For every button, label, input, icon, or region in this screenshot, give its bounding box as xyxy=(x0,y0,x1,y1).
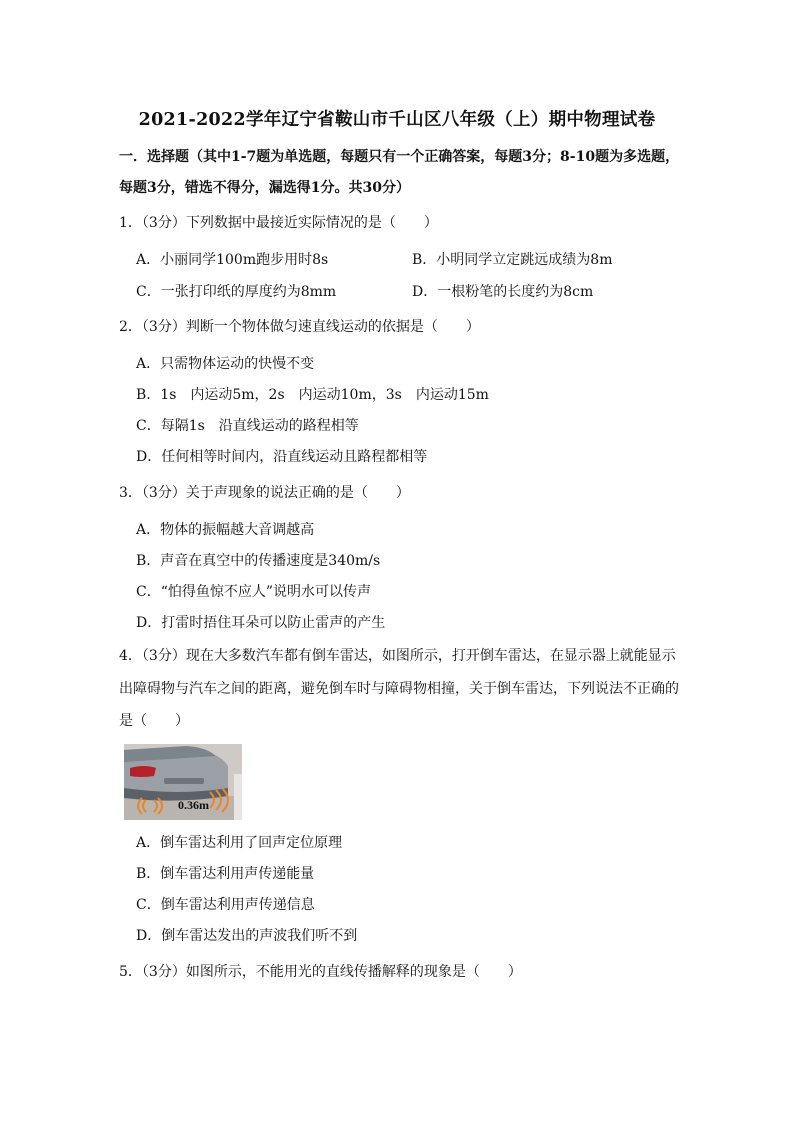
question-2-option-c: C．每隔1s 沿直线运动的路程相等 xyxy=(136,418,359,434)
question-1-option-a: A．小丽同学100m跑步用时8s xyxy=(136,252,329,268)
question-3-stem: 3．（3分）关于声现象的说法正确的是（ ） xyxy=(119,485,410,501)
question-4-stem-line3: 是（ ） xyxy=(119,713,189,729)
question-5-stem: 5．（3分）如图所示，不能用光的直线传播解释的现象是（ ） xyxy=(119,964,522,980)
question-2-option-a: A．只需物体运动的快慢不变 xyxy=(136,356,315,372)
reverse-radar-figure xyxy=(124,744,242,820)
question-4-option-c: C．倒车雷达利用声传递信息 xyxy=(136,897,315,913)
question-4-option-d: D．倒车雷达发出的声波我们听不到 xyxy=(136,928,358,944)
question-2-option-d: D．任何相等时间内，沿直线运动且路程都相等 xyxy=(136,449,428,465)
question-4-option-b: B．倒车雷达利用声传递能量 xyxy=(136,866,315,882)
section-heading-line1: 一．选择题（其中1-7题为单选题，每题只有一个正确答案，每题3分；8-10题为多选题， xyxy=(119,149,680,165)
question-1-option-d: D．一根粉笔的长度约为8cm xyxy=(412,284,594,300)
question-1-option-b: B．小明同学立定跳远成绩为8m xyxy=(412,252,613,268)
question-4-stem-line2: 出障碍物与汽车之间的距离，避免倒车时与障碍物相撞，关于倒车雷达，下列说法不正确的 xyxy=(119,681,679,697)
question-1-stem: 1．（3分）下列数据中最接近实际情况的是（ ） xyxy=(119,215,438,231)
question-4-stem-line1: 4．（3分）现在大多数汽车都有倒车雷达，如图所示，打开倒车雷达，在显示器上就能显示 xyxy=(119,648,676,664)
question-3-option-c: C．“怕得鱼惊不应人”说明水可以传声 xyxy=(136,584,372,600)
figure-distance-label: 0.36m xyxy=(178,798,209,812)
page-title: 2021-2022学年辽宁省鞍山市千山区八年级（上）期中物理试卷 xyxy=(138,110,656,130)
question-4-option-a: A．倒车雷达利用了回声定位原理 xyxy=(136,835,343,851)
question-1-option-c: C．一张打印纸的厚度约为8mm xyxy=(136,284,337,300)
question-2-stem: 2．（3分）判断一个物体做匀速直线运动的依据是（ ） xyxy=(119,319,480,335)
question-3-option-b: B．声音在真空中的传播速度是340m/s xyxy=(136,553,381,569)
question-3-option-d: D．打雷时捂住耳朵可以防止雷声的产生 xyxy=(136,615,386,631)
section-heading-line2: 每题3分，错选不得分，漏选得1分。共30分） xyxy=(119,180,410,196)
question-3-option-a: A．物体的振幅越大音调越高 xyxy=(136,522,315,538)
question-2-option-b: B．1s 内运动5m，2s 内运动10m，3s 内运动15m xyxy=(136,387,489,403)
